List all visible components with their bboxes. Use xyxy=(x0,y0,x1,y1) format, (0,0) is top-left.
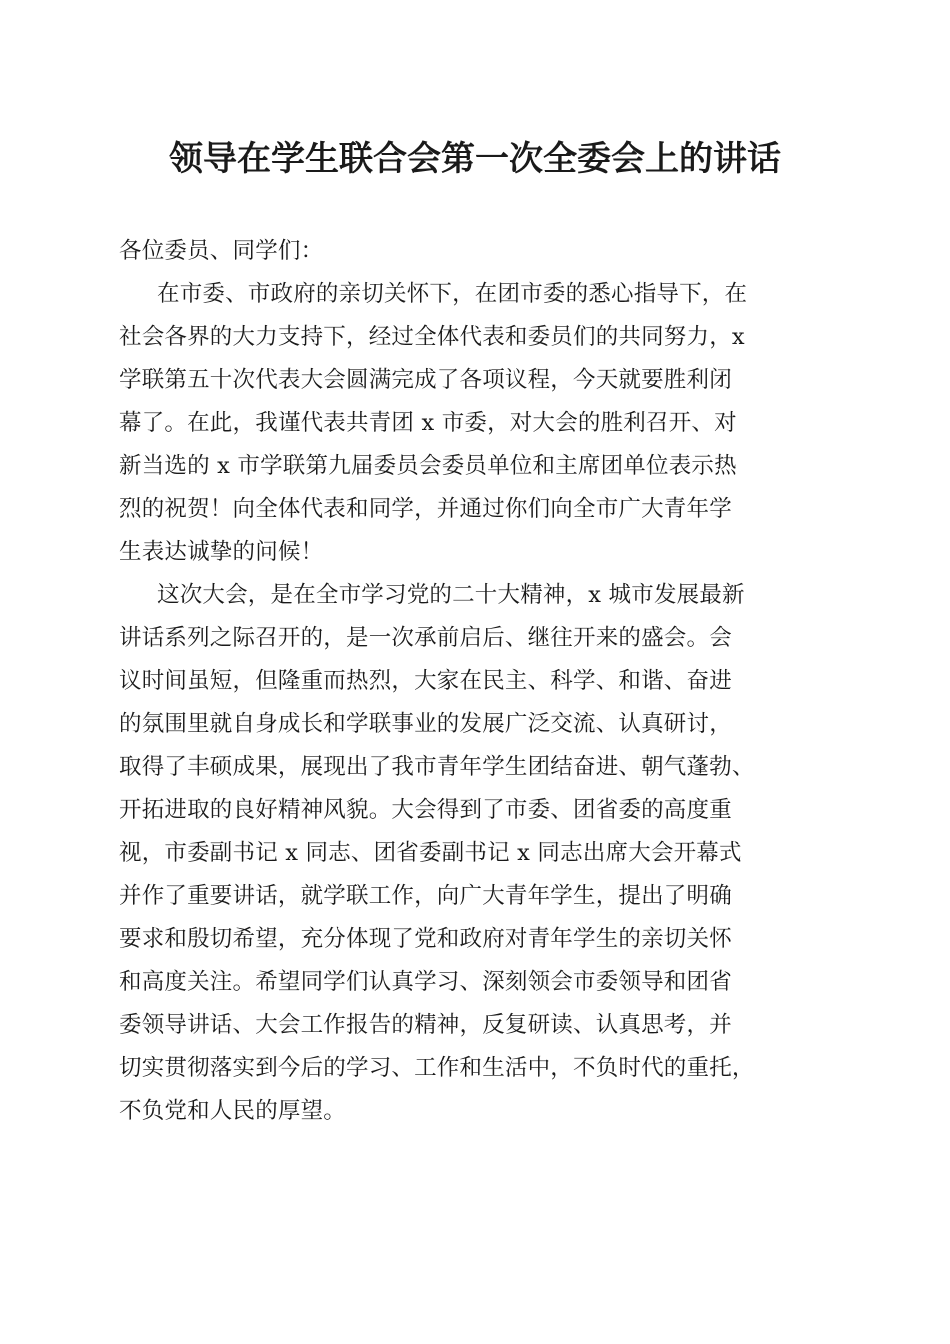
paragraph-2-line: 委领导讲话、大会工作报告的精神，反复研读、认真思考，并 xyxy=(119,1012,732,1038)
paragraph-2-line: 并作了重要讲话，就学联工作，向广大青年学生，提出了明确 xyxy=(119,883,732,909)
paragraph-2-line: 要求和殷切希望，充分体现了党和政府对青年学生的亲切关怀 xyxy=(119,926,732,952)
paragraph-2-line: 这次大会，是在全市学习党的二十大精神，x 城市发展最新 xyxy=(157,582,745,608)
paragraph-2-line: 的氛围里就自身成长和学联事业的发展广泛交流、认真研讨， xyxy=(119,711,732,737)
paragraph-2-line: 取得了丰硕成果，展现出了我市青年学生团结奋进、朝气蓬勃、 xyxy=(119,754,755,780)
paragraph-1-line: 社会各界的大力支持下，经过全体代表和委员们的共同努力，x xyxy=(119,324,745,350)
paragraph-2-line: 切实贯彻落实到今后的学习、工作和生活中，不负时代的重托， xyxy=(119,1055,755,1081)
paragraph-1-line: 幕了。在此，我谨代表共青团 x 市委，对大会的胜利召开、对 xyxy=(119,410,737,436)
paragraph-1-line: 学联第五十次代表大会圆满完成了各项议程，今天就要胜利闭 xyxy=(119,367,732,393)
greeting-line: 各位委员、同学们： xyxy=(119,238,324,264)
paragraph-2-line: 视，市委副书记 x 同志、团省委副书记 x 同志出席大会开幕式 xyxy=(119,840,742,866)
paragraph-2-line: 议时间虽短，但隆重而热烈，大家在民主、科学、和谐、奋进 xyxy=(119,668,732,694)
paragraph-1-line: 在市委、市政府的亲切关怀下，在团市委的悉心指导下，在 xyxy=(157,281,748,307)
document-title: 领导在学生联合会第一次全委会上的讲话 xyxy=(169,139,781,179)
paragraph-2-line: 讲话系列之际召开的，是一次承前启后、继往开来的盛会。会 xyxy=(119,625,732,651)
paragraph-1-line: 新当选的 x 市学联第九届委员会委员单位和主席团单位表示热 xyxy=(119,453,737,479)
paragraph-2-line: 不负党和人民的厚望。 xyxy=(119,1098,347,1124)
paragraph-2-line: 和高度关注。希望同学们认真学习、深刻领会市委领导和团省 xyxy=(119,969,732,995)
paragraph-1-line: 烈的祝贺！向全体代表和同学，并通过你们向全市广大青年学 xyxy=(119,496,732,522)
paragraph-1-line: 生表达诚挚的问候！ xyxy=(119,539,324,565)
document-body xyxy=(119,230,839,1133)
paragraph-2-line: 开拓进取的良好精神风貌。大会得到了市委、团省委的高度重 xyxy=(119,797,732,823)
